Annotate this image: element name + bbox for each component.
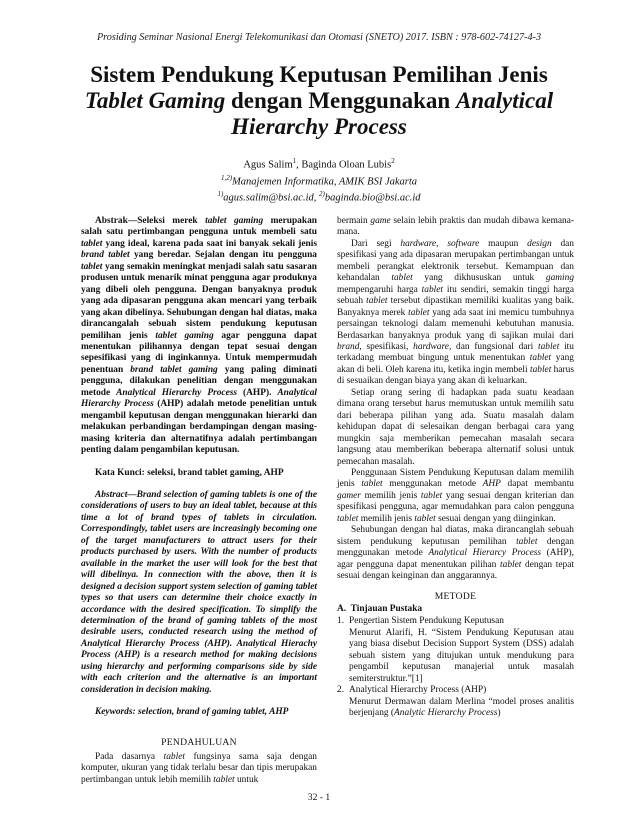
author-emails [0, 188, 638, 205]
abstract-english: Abstract—Brand selection of gaming tablets is one of the considerations of users to buy an ideal tablet, because at this time a lot of brand types of tablets in circulation. Correspondingly, tablet users are increasingly becoming one of the target manufacturers to attract users for their products purchased by users. With the number of products available in the market the user will look for the best that will dibelinya. In connection with the above, then it is designed a decision support system selection of gaming tablet types so that users can determine their choice exactly in accordance with the desired specification. To simplify the determination of the brand of gaming tablets of the most desirable users, conducted research using the method of Analytical Hierarchy Process (AHP). Analytical Hierachy Process (AHP) is a research method for making decisions using hierarchy and performing comparisons side by side with each criterion and the alternative is an important consideration in decision making. [81, 489, 317, 695]
abstract-label: Abstrak [95, 216, 128, 226]
abstract-text: agar pengguna dapat menentukan pilihannya dengan tepat sesuai dengan sepesifikasi yang di inginkannya. Untuk mempermudah penentuan [81, 330, 317, 375]
body-text: dapat membantu [500, 479, 574, 490]
list-title: Pengertian Sistem Pendukung Keputusan [349, 616, 504, 627]
abstract-text: (AHP). [237, 387, 278, 398]
author-2-sup: 2 [391, 157, 395, 165]
author-block [0, 155, 638, 205]
body-italic: tablet [391, 273, 413, 284]
body-italic: Analytical Hierarcy Process [428, 548, 542, 559]
list-item-2 [337, 685, 574, 696]
body-italic: brand [337, 341, 360, 352]
intro-italic: tablet [213, 774, 235, 785]
body-text: Sehubungan dengan hal diatas, maka dirancanglah sebuah sistem pendukung keputusan pemilihan [337, 525, 574, 547]
author-separator: , [296, 159, 302, 171]
abstract-italic: tablet [81, 261, 103, 272]
body-text: Menurut Dermawan dalam Merlina “model proses analitis berjenjang ( [349, 696, 574, 719]
list-number: 2. [337, 685, 345, 696]
email-2: baginda.bio@bsi.ac.id [324, 192, 421, 204]
abstract-italic: tablet gaming [205, 216, 264, 226]
body-italic: tablet [529, 364, 552, 375]
left-column [81, 216, 317, 786]
body-italic: tablet [421, 284, 444, 295]
body-text: memilih jenis [360, 490, 421, 501]
list-item-2-body [337, 697, 574, 720]
section-heading-metode: METODE [434, 590, 477, 602]
body-text: bermain [337, 216, 371, 226]
paragraph-hardware [337, 239, 574, 388]
list-item-1-body: Menurut Alarifi, H. “Sistem Pendukung Keputusan atau yang biasa disebut Decision Support System (DSS) adalah sebuah sistem yang ditujukan untuk mendukung para pengambil keputusan manajerial untuk masalah semiterstruktur.”[1] [349, 627, 574, 684]
abstract-italic: tablet [81, 238, 103, 249]
list-title: Analytical Hierarchy Process (AHP) [349, 685, 487, 696]
body-italic: gaming [545, 273, 574, 284]
body-italic: tablet [361, 479, 383, 490]
author-1: Agus Salim [243, 159, 293, 171]
keywords-english: Keywords: selection, brand of gaming tablet, AHP [95, 707, 289, 718]
title-normal: dengan Menggunakan [225, 88, 456, 113]
title-line-1: Sistem Pendukung Keputusan Pemilihan Jenis [90, 62, 548, 87]
body-italic: game [370, 216, 391, 226]
abstract-italic: brand tablet [81, 250, 130, 261]
abstract-text: —Seleksi merek [127, 216, 206, 226]
body-italic: tablet [500, 559, 522, 570]
body-text: , spesifikasi, [359, 341, 414, 352]
paragraph-design [337, 525, 574, 582]
title-italic-1: Tablet Gaming [84, 88, 226, 113]
title-line-3: Hierarchy Process [231, 114, 407, 139]
affiliation-text: Manajemen Informatika, AMIK BSI Jakarta [232, 176, 418, 187]
author-names [0, 155, 638, 172]
affiliation [0, 172, 638, 189]
body-text: menggunakan metode [382, 479, 483, 490]
intro-italic: tablet [163, 752, 185, 763]
body-italic: tablet [408, 307, 430, 318]
body-text: sesuai dengan yang diinginkan. [435, 513, 556, 524]
body-italic: design [527, 238, 552, 249]
body-italic: tablet [537, 341, 560, 352]
email-1: agus.salim@bsi.ac.id, [223, 192, 319, 204]
body-italic: tablet [529, 353, 552, 364]
abstract-italic: brand tablet gaming [130, 364, 218, 375]
body-italic: tablet [337, 513, 359, 524]
body-italic: AHP [482, 479, 501, 490]
body-text: tersebut dipastikan memiliki kualitas yang baik. Banyaknya merek [337, 296, 574, 318]
body-text: dengan menggunakan metode [337, 536, 574, 559]
author-2: Baginda Oloan Lubis [301, 159, 392, 171]
body-text: (AHP), agar pengguna dapat menentukan pilihan [337, 548, 575, 570]
body-italic: gamer [337, 490, 361, 501]
paragraph-continued [337, 216, 574, 239]
body-text: dengan tepat sesuai dengan keinginan dan anggarannya. [337, 559, 574, 582]
right-column [337, 216, 574, 719]
abstract-italic: Analytical Hierarchy Process [116, 387, 238, 398]
body-text: , dan fungsional dari [448, 341, 538, 352]
paragraph-usage [337, 468, 574, 525]
body-italic: tablet [420, 490, 443, 501]
email-2-sup: 2) [319, 190, 325, 198]
keywords-indonesian: Kata Kunci: seleksi, brand tablet gaming, AHP [95, 467, 284, 478]
body-text: selain lebih praktis dan mudah dibawa kemana-mana. [337, 216, 575, 238]
title-line-2 [40, 88, 598, 114]
body-text: Penggunaan Sistem Pendukung Keputusan dalam memilih jenis [337, 467, 574, 490]
abstract-text: yang paling diminati pengguna, dilakukan penelitian dengan menggunakan metode [81, 364, 317, 398]
page-number: 32 - 1 [307, 792, 331, 803]
body-text: itu terkadang membuat bingung untuk menentukan [337, 341, 574, 364]
paragraph-decision: Setiap orang sering di hadapkan pada suatu keadaan dimana orang tersebut harus memutuskan untuk memilih satu dari beberapa pilihan yang ada. Suatu masalah dalam kehidupan dapat di selesaikan dengan berbagai cara yang mungkin saja memberikan pemecahan masalah secara langsung atau memberikan beberapa alternatif solusi untuk pemecahan masalah. [337, 387, 574, 467]
list-item-1 [337, 616, 574, 627]
body-italic: hardware [413, 341, 449, 352]
body-text: yang ada saat ini memicu tumbuhnya persaingan teknologi dalam memenuhi kebutuhan manusia. Berdasarkan banyaknya produk yang di sajikan mulai dari [337, 307, 574, 341]
body-text: mempengaruhi harga [337, 284, 422, 295]
email-1-sup: 1) [217, 190, 224, 198]
author-1-sup: 1 [292, 157, 297, 165]
abstract-text: yang semakin meningkat menjadi salah satu sasaran produsen untuk menarik minat pengguna agar produknya yang dibeli oleh pengguna. Dengan banyaknya produk yang ada dipasaran pengguna akan mencari yang terbaik yang akan dibelinya. Sehubungan dengan hal diatas, maka dirancangalah sebuah sistem pendukung keputusan pemilihan jenis [81, 261, 317, 341]
intro-text: untuk [234, 774, 259, 785]
body-italic: software [447, 238, 480, 249]
body-text: maupun [479, 238, 528, 249]
abstract-text: (AHP) adalah metode penelitian untuk mengambil keputusan dengan menggunakan hierarki dan melakukan perbandingan berdampingan dengan masing-masing kriteria dan alternatifnya adalah pertimbangan penting dalam pengambilan keputusan. [81, 399, 317, 456]
body-text: yang dikhususkan untuk [412, 273, 546, 284]
body-text: dan spesifikasi yang ada dipasaran merupakan pertimbangan untuk membeli perangkat elektronik tersebut. Kemampuan dan kehandalan [337, 238, 574, 284]
body-text: memilih jenis [358, 513, 415, 524]
body-italic: tablet [414, 513, 436, 524]
body-italic: Analytic Hierarchy Process [394, 708, 498, 719]
body-italic: tablet [366, 296, 388, 307]
affiliation-sup: 1,2) [220, 173, 233, 182]
body-italic: hardware [400, 238, 437, 249]
body-text: itu sendiri, semakin tinggi harga sebuah [337, 284, 574, 307]
abstract-italic: Analytical Hierarchy Process [81, 387, 318, 410]
body-text: Dari segi [351, 238, 401, 249]
abstract-text: merupakan salah satu pertimbangan pengguna untuk membeli satu [81, 216, 317, 238]
body-text: , [436, 238, 448, 249]
title-italic-2: Analytical [455, 88, 554, 113]
abstract-text: yang ideal, karena pada saat ini banyak sekali jenis [102, 238, 317, 249]
abstract-indonesian [81, 216, 317, 457]
intro-paragraph [81, 752, 317, 786]
intro-text: fungsinya sama saja dengan komputer, ukuran yang tidak terlalu besar dan tipis merupakan pertimbangan untuk lebih memilih [81, 752, 317, 785]
running-header: Prosiding Seminar Nasional Energi Telekomunikasi dan Otomasi (SNETO) 2017. ISBN : 978-602-74127-4-3 [96, 32, 542, 43]
intro-text: Pada dasarnya [95, 752, 164, 763]
body-text: harus di sesuaikan dengan biaya yang akan di keluarkan. [337, 364, 574, 387]
body-text: ) [497, 708, 501, 719]
body-text: yang sesuai dengan kriterian dan spesifikasi pengguna, agar memudahkan para calon pengguna [337, 490, 574, 513]
section-heading-pendahuluan: PENDAHULUAN [161, 736, 237, 748]
paper-title [40, 62, 598, 140]
abstract-italic: tablet gaming [155, 330, 214, 341]
list-number: 1. [337, 616, 345, 627]
body-italic: tablet [516, 536, 538, 547]
body-text: yang akan di beli. Oleh karena itu, ketika ingin membeli [337, 353, 574, 375]
abstract-text: yang beredar. Sejalan dengan itu pengguna [129, 250, 317, 261]
subsection-tinjauan-pustaka: A. Tinjauan Pustaka [337, 603, 423, 614]
